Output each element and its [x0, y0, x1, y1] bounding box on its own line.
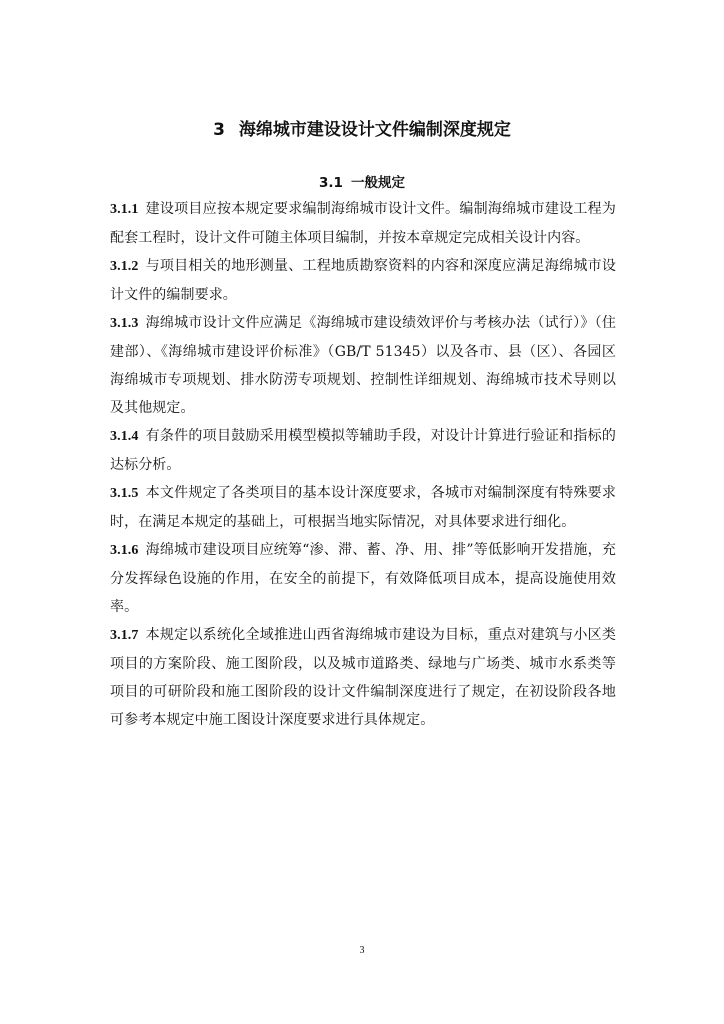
clause-text: 建设项目应按本规定要求编制海绵城市设计文件。编制海绵城市建设工程为配套工程时，设计文件可随主体项目编制，并按本章规定完成相关设计内容。 [110, 201, 616, 246]
clause-text: 本规定以系统化全域推进山西省海绵城市建设为目标，重点对建筑与小区类项目的方案阶段、施工图阶段，以及城市道路类、绿地与广场类、城市水系类等项目的可研阶段和施工图阶段的设计文件编制深度进行了规定，在初设阶段各地可参考本规定中施工图设计深度要求进行具体规定。 [110, 627, 616, 728]
clause-text: 本文件规定了各类项目的基本设计深度要求，各城市对编制深度有特殊要求时，在满足本规定的基础上，可根据当地实际情况，对具体要求进行细化。 [110, 485, 616, 530]
clause-number: 3.1.6 [110, 543, 139, 558]
clause-number: 3.1.7 [110, 628, 139, 643]
clause-3-1-6 [110, 536, 616, 621]
section-title [0, 171, 724, 191]
clause-number: 3.1.1 [110, 202, 139, 217]
clause-3-1-1 [110, 195, 616, 252]
section-title-text: 一般规定 [350, 175, 405, 191]
clause-3-1-3 [110, 309, 616, 422]
page-number: 3 [359, 945, 365, 956]
clause-number: 3.1.2 [110, 259, 139, 274]
clause-number: 3.1.4 [110, 429, 139, 444]
clause-3-1-7 [110, 621, 616, 734]
clause-3-1-2 [110, 252, 616, 309]
clause-text: 与项目相关的地形测量、工程地质勘察资料的内容和深度应满足海绵城市设计文件的编制要求。 [110, 258, 616, 303]
clause-text: 海绵城市设计文件应满足《海绵城市建设绩效评价与考核办法（试行）》（住建部）、《海绵城市建设评价标准》（GB/T 51345）以及各市、县（区）、各园区海绵城市专项规划、排水防涝专项规划、控制性详细规划、海绵城市技术导则以及其他规定。 [110, 315, 616, 416]
clause-text: 海绵城市建设项目应统筹“渗、滞、蓄、净、用、排”等低影响开发措施，充分发挥绿色设施的作用，在安全的前提下，有效降低项目成本，提高设施使用效率。 [110, 542, 616, 615]
clause-number: 3.1.5 [110, 486, 139, 501]
section-number: 3.1 [319, 175, 343, 191]
document-body [110, 195, 616, 734]
clause-text: 有条件的项目鼓励采用模型模拟等辅助手段，对设计计算进行验证和指标的达标分析。 [110, 428, 616, 473]
clause-number: 3.1.3 [110, 316, 139, 331]
clause-3-1-5 [110, 479, 616, 536]
clause-3-1-4 [110, 422, 616, 479]
chapter-title-text: 海绵城市建设设计文件编制深度规定 [238, 120, 511, 140]
chapter-title [0, 115, 724, 140]
chapter-number: 3 [213, 120, 225, 140]
